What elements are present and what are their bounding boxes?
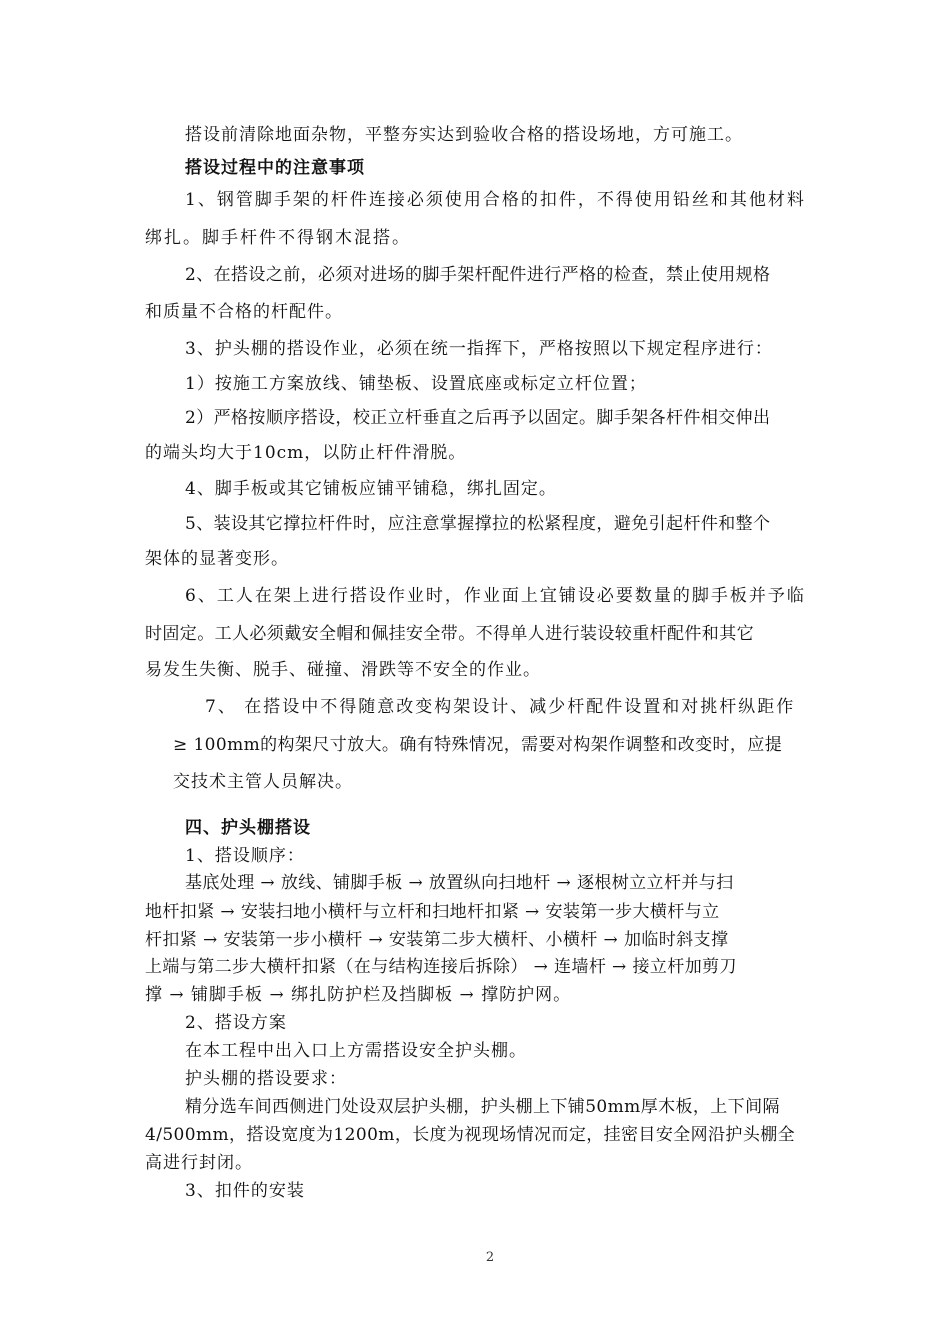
paragraph-line: 时固定。工人必须戴安全帽和佩挂安全带。不得单人进行装设较重杆配件和其它 xyxy=(145,624,754,644)
paragraph-line: 6、工人在架上进行搭设作业时，作业面上宜铺设必要数量的脚手板并予临 xyxy=(185,586,806,606)
paragraph-line: 2）严格按顺序搭设，校正立杆垂直之后再予以固定。脚手架各杆件相交伸出 xyxy=(185,408,771,428)
paragraph-line: 4/500mm，搭设宽度为1200m，长度为视现场情况而定，挂密目安全网沿护头棚全 xyxy=(145,1125,796,1145)
paragraph-line: 架体的显著变形。 xyxy=(145,549,289,569)
paragraph-line: 撑 → 铺脚手板 → 绑扎防护栏及挡脚板 → 撑防护网。 xyxy=(145,985,572,1005)
paragraph-line: 3、护头棚的搭设作业，必须在统一指挥下，严格按照以下规定程序进行： xyxy=(185,339,773,359)
paragraph-line: 1、搭设顺序： xyxy=(185,846,305,866)
paragraph-line: 杆扣紧 → 安装第一步小横杆 → 安装第二步大横杆、小横杆 → 加临时斜支撑 xyxy=(145,930,729,950)
paragraph-line: 绑扎。脚手杆件不得钢木混搭。 xyxy=(145,228,411,248)
paragraph-line: 1、钢管脚手架的杆件连接必须使用合格的扣件，不得使用铅丝和其他材料 xyxy=(185,190,806,210)
paragraph-line: 2、在搭设之前，必须对进场的脚手架杆配件进行严格的检查，禁止使用规格 xyxy=(185,265,771,285)
paragraph-line: 交技术主管人员解决。 xyxy=(173,772,353,792)
paragraph-line: 基底处理 → 放线、铺脚手板 → 放置纵向扫地杆 → 逐根树立立杆并与扫 xyxy=(185,873,734,893)
paragraph-line: ≥ 100mm的构架尺寸放大。确有特殊情况，需要对构架作调整和改变时，应提 xyxy=(173,735,783,755)
paragraph-line: 4、脚手板或其它铺板应铺平铺稳，绑扎固定。 xyxy=(185,479,557,499)
paragraph-line: 搭设前清除地面杂物，平整夯实达到验收合格的搭设场地，方可施工。 xyxy=(185,125,743,145)
section-heading: 搭设过程中的注意事项 xyxy=(185,158,365,178)
paragraph-line: 1）按施工方案放线、铺垫板、设置底座或标定立杆位置； xyxy=(185,374,647,394)
paragraph-line: 护头棚的搭设要求： xyxy=(185,1069,347,1089)
paragraph-line: 7、 在搭设中不得随意改变构架设计、减少杆配件设置和对挑杆纵距作 xyxy=(205,697,796,717)
paragraph-line: 地杆扣紧 → 安装扫地小横杆与立杆和扫地杆扣紧 → 安装第一步大横杆与立 xyxy=(145,902,720,922)
paragraph-line: 2、搭设方案 xyxy=(185,1013,287,1033)
paragraph-line: 易发生失衡、脱手、碰撞、滑跌等不安全的作业。 xyxy=(145,660,541,680)
paragraph-line: 的端头均大于10cm，以防止杆件滑脱。 xyxy=(145,443,467,463)
paragraph-line: 3、扣件的安装 xyxy=(185,1181,305,1201)
section-heading: 四、护头棚搭设 xyxy=(185,818,311,838)
paragraph-line: 上端与第二步大横杆扣紧（在与结构连接后拆除） → 连墙杆 → 接立杆加剪刀 xyxy=(145,957,737,977)
paragraph-line: 高进行封闭。 xyxy=(145,1153,253,1173)
paragraph-line: 精分选车间西侧进门处设双层护头棚，护头棚上下铺50mm厚木板，上下间隔 xyxy=(185,1097,780,1117)
paragraph-line: 在本工程中出入口上方需搭设安全护头棚。 xyxy=(185,1041,527,1061)
page-number: 2 xyxy=(485,1250,495,1265)
paragraph-line: 和质量不合格的杆配件。 xyxy=(145,302,343,322)
paragraph-line: 5、装设其它撑拉杆件时，应注意掌握撑拉的松紧程度，避免引起杆件和整个 xyxy=(185,514,771,534)
